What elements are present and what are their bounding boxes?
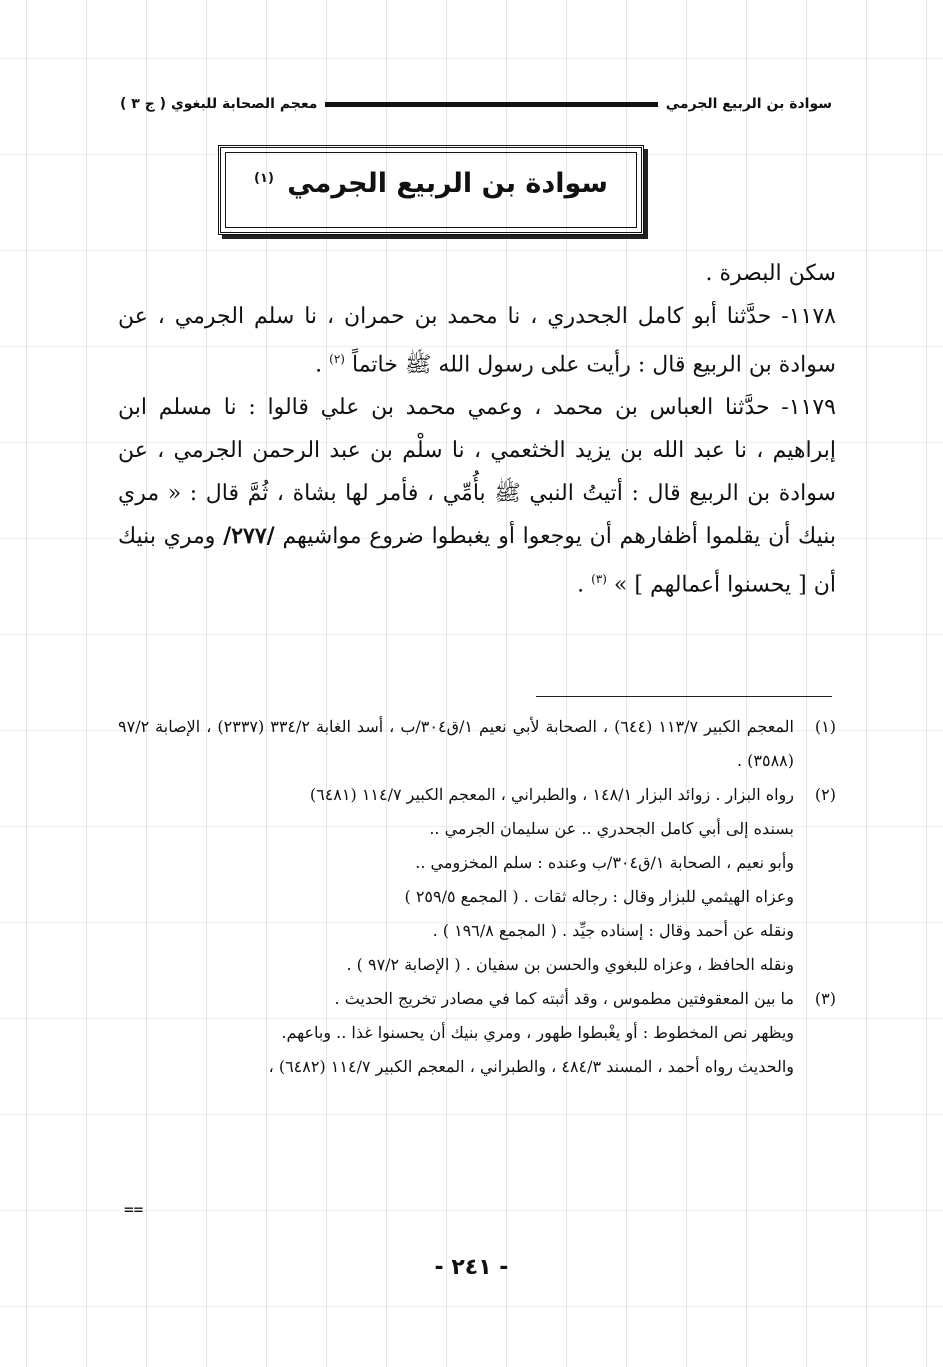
footnote-line: المعجم الكبير ١١٣/٧ (٦٤٤) ، الصحابة لأبي نعيم ١/ق٣٠٤/ب ، أسد الغابة ٣٣٤/٢ (٢٣٣٧) ، الإصابة ٩٧/٢ (٣٥٨٨) . [118,717,794,770]
intro-text: سكن البصرة . [705,261,836,286]
footnote-line: ونقله عن أحمد وقال : إسناده جيِّد . ( المجمع ١٩٦/٨ ) . [432,921,794,940]
footnote-line: ويظهر نص المخطوط : أو يغْبطوا طهور ، ومري بنيك أن يحسنوا غذا .. وباعهم. [281,1023,794,1042]
continuation-mark: == [124,1200,144,1219]
footnote-body [118,982,794,1084]
footnote-line: ونقله الحافظ ، وعزاه للبغوي والحسن بن سفيان . ( الإصابة ٩٧/٢ ) . [346,955,794,974]
footnote-separator [536,696,832,697]
footnote-line: والحديث رواه أحمد ، المسند ٤٨٤/٣ ، والطبراني ، المعجم الكبير ١١٤/٧ (٦٤٨٢) ، [268,1057,794,1076]
header-rule [325,102,657,107]
intro-line [118,252,836,295]
hadith-1179-end: . [577,572,585,598]
folio-marker: /٢٧٧/ [223,523,275,550]
hadith-1179-continuation: ومري بنيك أن [ يحسنوا أعمالهم ] » [118,524,836,598]
footnote-line: بسنده إلى أبي كامل الجحدري .. عن سليمان الجرمي .. [429,819,794,838]
page-number: - ٢٤١ - [434,1255,509,1280]
footnote-line: وأبو نعيم ، الصحابة ١/ق٣٠٤/ب وعنده : سلم المخزومي .. [415,853,794,872]
hadith-1178-end: . [315,352,323,378]
header-entry-name: سوادة بن الربيع الجرمي [665,96,832,112]
footnote-line: ما بين المعقوفتين مطموس ، وقد أثبته كما في مصادر تخريج الحديث . [334,989,794,1008]
hadith-1179-text: ١١٧٩- حدَّثنا العباس بن محمد ، وعمي محمد بن علي قالوا : نا مسلم ابن إبراهيم ، نا عبد الله بن يزيد الخثعمي ، نا سلْم بن عبد الرحمن الجرمي ، عن سوادة بن الربيع قال : أتيتُ النبي ﷺ بأُمِّي ، فأمر لها بشاة ، ثُمَّ قال : « مري بنيك أن يقلموا أظفارهم أن يوجعوا أو يغبطوا ضروع مواشيهم [118,395,836,550]
hadith-1179-footnote-ref: (٣) [591,572,607,587]
footnote-body [118,778,794,982]
hadith-1178 [118,295,836,386]
footnote-1 [118,710,836,778]
main-text [118,252,836,607]
footnote-body [118,710,794,778]
hadith-1178-footnote-ref: (٢) [329,352,345,366]
footnotes [118,710,836,1084]
entry-title-box [218,145,644,235]
header-book-title: معجم الصحابة للبغوي ( ج ٣ ) [120,96,318,112]
footnote-line: رواه البزار . زوائد البزار ١٤٨/١ ، والطبراني ، المعجم الكبير ١١٤/٧ (٦٤٨١) [309,785,794,804]
footnote-3 [118,982,836,1084]
hadith-1179 [118,386,836,606]
title-footnote-ref: (١) [254,171,274,186]
entry-title-text: سوادة بن الربيع الجرمي [287,168,608,199]
hadith-1178-text: ١١٧٨- حدَّثنا أبو كامل الجحدري ، نا محمد بن حمران ، نا سلم الجرمي ، عن سوادة بن الربيع قال : رأيت على رسول الله ﷺ خاتماً [118,304,836,378]
footnote-number: (١) [814,717,836,736]
footnote-2 [118,778,836,982]
footnote-number: (٣) [814,989,836,1008]
footnote-number: (٢) [814,785,836,804]
footnote-line: وعزاه الهيثمي للبزار وقال : رجاله ثقات . ( المجمع ٢٥٩/٥ ) [404,887,794,906]
running-header [120,92,832,116]
entry-title [221,168,641,199]
